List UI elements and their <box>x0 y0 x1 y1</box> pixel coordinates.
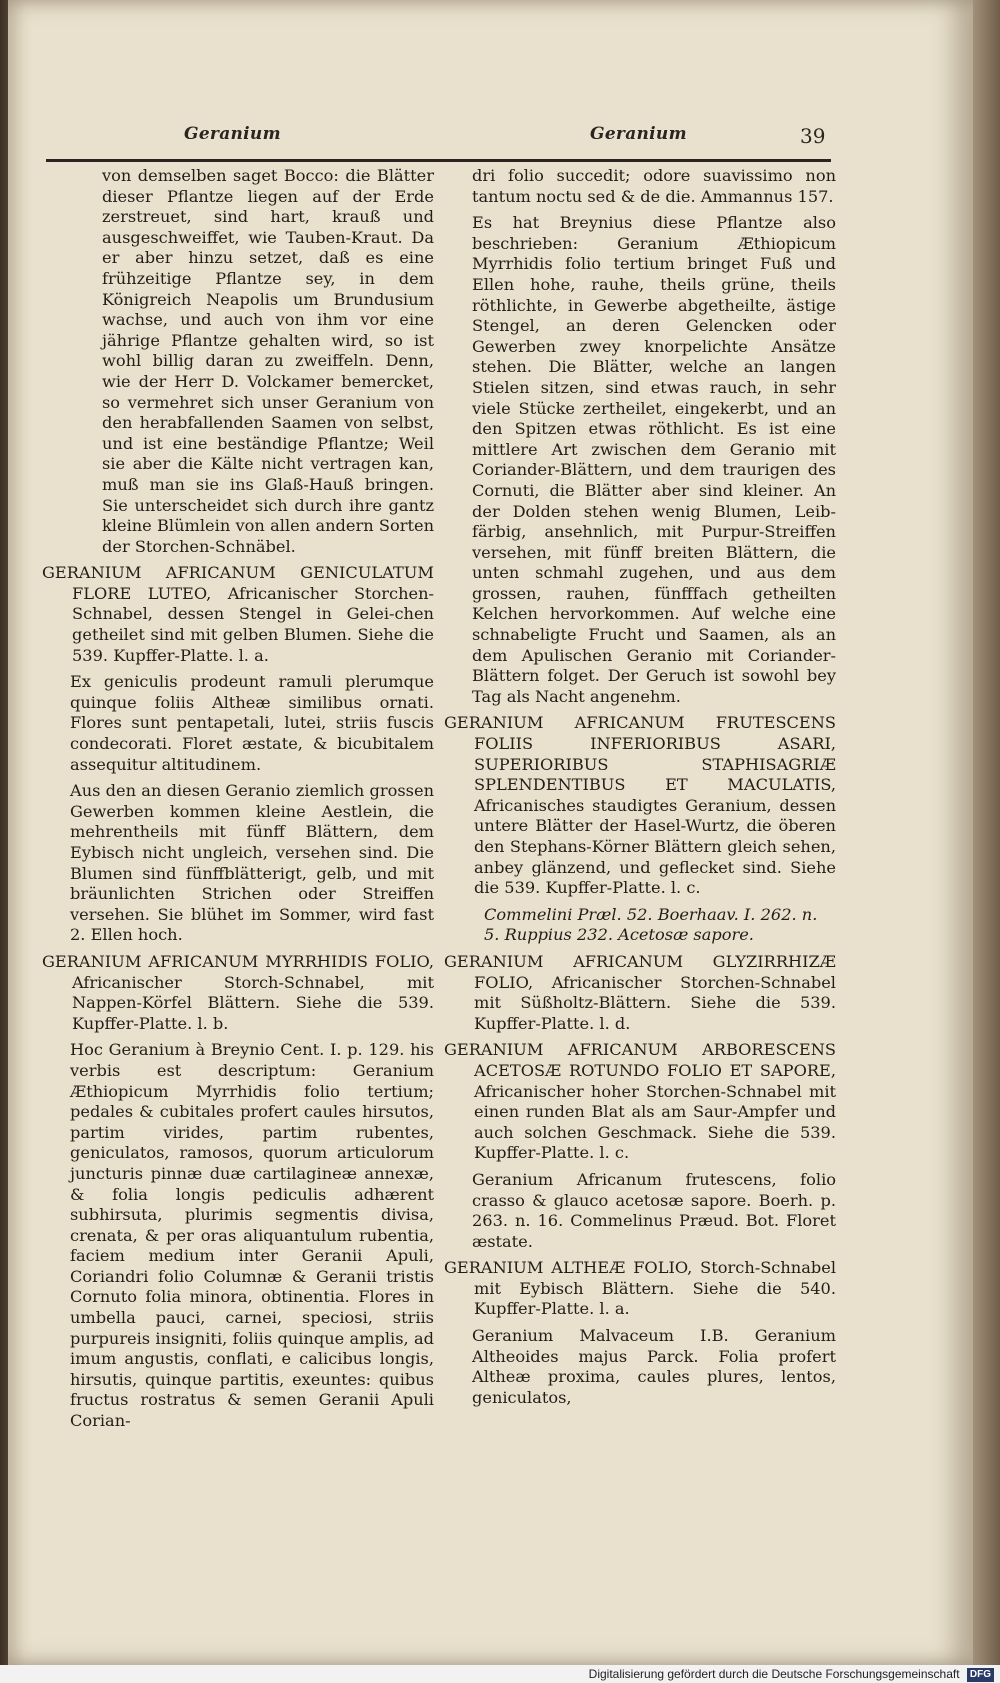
footer-text: Digitalisierung gefördert durch die Deutsche Forschungsgemeinschaft <box>588 1667 960 1681</box>
reference-commelini: Commelini Præl. 52. Boerhaav. I. 262. n. 5. Ruppius 232. Acetosæ sapore. <box>484 904 818 945</box>
paragraph-left-4: Aus den an diesen Geranio ziemlich grossen Gewerben kommen kleine Aestlein, die mehrentheils mit fünff Blättern, dem Eybisch nicht ungleich, versehen sind. Die Blumen sind fünffblätterigt, gelb, und mit bräunlichten Strichen oder Streiffen versehen. Sie blühet im Sommer, wird fast 2. Ellen hoch. <box>70 781 434 945</box>
paragraph-right-9: Geranium Malvaceum I.B. Geranium Altheoides majus Parck. Folia profert Altheæ proxima, caules plures, lentos, geniculatos, <box>472 1326 836 1407</box>
entry-myrrhidis: GERANIUM AFRICANUM MYRRHIDIS FOLIO, Africanischer Storch-Schnabel, mit Nappen-Körfel Blättern. Siehe die 539. Kupffer-Platte. l. b. <box>42 951 434 1033</box>
book-page <box>8 0 973 1665</box>
right-text-column <box>444 166 836 1414</box>
entry-arborescens: GERANIUM AFRICANUM ARBORESCENS ACETOSÆ ROTUNDO FOLIO ET SAPORE, Africanischer hoher Storchen-Schnabel mit einen runden Blat als am Saur-Ampfer und auch solchen Geschmack. Siehe die 539. Kupffer-Platte. l. c. <box>444 1040 836 1163</box>
dfg-logo-icon: DFG <box>967 1668 994 1682</box>
running-head-left: Geranium <box>184 124 281 144</box>
paragraph-right-7: Geranium Africanum frutescens, folio crasso & glauco acetosæ sapore. Boerh. p. 263. n. 16. Commelinus Præud. Bot. Floret æstate. <box>472 1169 836 1251</box>
paragraph-left-1: von demselben saget Bocco: die Blätter dieser Pflantze liegen auf der Erde zerstreuet, sind hart, krauß und ausgeschweiffet, wie Tauben-Kraut. Da er aber hinzu setzet, daß es eine frühzeitige Pflantze sey, in dem Königreich Neapolis um Brundusium wachse, und auch von ihm vor eine jährige Pflantze gehalten wird, so ist wohl billig daran zu zweiffeln. Denn, wie der Herr D. Volckamer bemercket, so vermehret sich unser Geranium von den herabfallenden Saamen von selbst, und ist eine beständige Pflantze; Weil sie aber die Kälte nicht vertragen kan, muß man sie ins Glaß-Hauß bringen. Sie unterscheidet sich durch ihre gantz kleine Blümlein von allen andern Sorten der Storchen-Schnäbel. <box>102 166 434 556</box>
paragraph-right-1: dri folio succedit; odore suavissimo non tantum noctu sed & de die. Ammannus 157. <box>472 166 836 206</box>
left-text-column <box>42 166 434 1438</box>
entry-altheae: GERANIUM ALTHEÆ FOLIO, Storch-Schnabel mit Eybisch Blättern. Siehe die 540. Kupffer-Platte. l. a. <box>444 1258 836 1319</box>
paragraph-left-6: Hoc Geranium à Breynio Cent. I. p. 129. his verbis est descriptum: Geranium Æthiopicum Myrrhidis folio tertium; pedales & cubitales profert caules hirsutos, partim virides, partim rubentes, geniculatos, ramosos, quorum articulorum juncturis pinnæ duæ cartilagineæ annexæ, & folia longis pediculis adhærent subhirsuta, plurimis segmentis divisa, crenata, & per oras aliquantulum rubentia, faciem medium inter Geranii Apuli, Coriandri folio Columnæ & Geranii tristis Cornuto folia minora, obtinentia. Flores in umbella pauci, carnei, speciosi, striis purpureis insigniti, foliis quinque amplis, ad imum angustis, conflati, e calicibus longis, hirsutis, quinque partitis, exeuntes: quibus fructus rostratus & semen Geranii Apuli Corian- <box>70 1040 434 1431</box>
paragraph-right-2: Es hat Breynius diese Pflantze also beschrieben: Geranium Æthiopicum Myrrhidis folio tertium bringet Fuß und Ellen hohe, rauhe, theils grüne, theils röthlichte, in Gewerbe abgetheilte, ästige Stengel, an deren Gelencken oder Gewerben zwey knorpelichte Ansätze stehen. Die Blätter, welche an langen Stielen sitzen, sind etwas rauch, in sehr viele Stücke zertheilet, eingekerbt, und an den Spitzen etwas röthlicht. Es ist eine mittlere Art zwischen dem Geranio mit Coriander-Blättern, und dem traurigen des Cornuti, die Blätter aber sind kleiner. An der Dolden stehen wenig Blumen, Leib-färbig, ansehnlich, mit Purpur-Streiffen versehen, mit fünff breiten Blättern, die unten schmahl zugehen, und aus dem grossen, rauhen, fünfffach getheilten Kelchen hervorkommen. Auf welche eine schnabeligte Frucht und Saamen, als an dem Apulischen Geranio mit Coriander-Blättern folget. Der Geruch ist sowohl bey Tag als Nacht angenehm. <box>472 213 836 706</box>
entry-glyzirrhizae: GERANIUM AFRICANUM GLYZIRRHIZÆ FOLIO, Africanischer Storchen-Schnabel mit Süßholtz-Blättern. Siehe die 539. Kupffer-Platte. l. d. <box>444 951 836 1033</box>
page-number: 39 <box>800 124 826 148</box>
running-head-right: Geranium <box>590 124 687 144</box>
entry-frutescens: GERANIUM AFRICANUM FRUTESCENS FOLIIS INFERIORIBUS ASARI, SUPERIORIBUS STAPHISAGRIÆ SPLENDENTIBUS ET MACULATIS, Africanisches staudigtes Geranium, dessen untere Blätter der Hasel-Wurtz, die öberen den Stephans-Körner Blättern gleich sehen, anbey glänzend, und geflecket sind. Siehe die 539. Kupffer-Platte. l. c. <box>444 713 836 898</box>
digitization-footer <box>0 1665 1000 1683</box>
header-rule <box>46 159 831 162</box>
entry-geniculatum: GERANIUM AFRICANUM GENICULATUM FLORE LUTEO, Africanischer Storchen-Schnabel, dessen Stengel in Gelei-chen getheilet sind mit gelben Blumen. Siehe die 539. Kupffer-Platte. l. a. <box>42 563 434 665</box>
paragraph-left-3: Ex geniculis prodeunt ramuli plerumque quinque foliis Altheæ similibus ornati. Flores sunt pentapetali, lutei, striis fuscis condecorati. Floret æstate, & bicubitalem assequitur altitudinem. <box>70 672 434 774</box>
